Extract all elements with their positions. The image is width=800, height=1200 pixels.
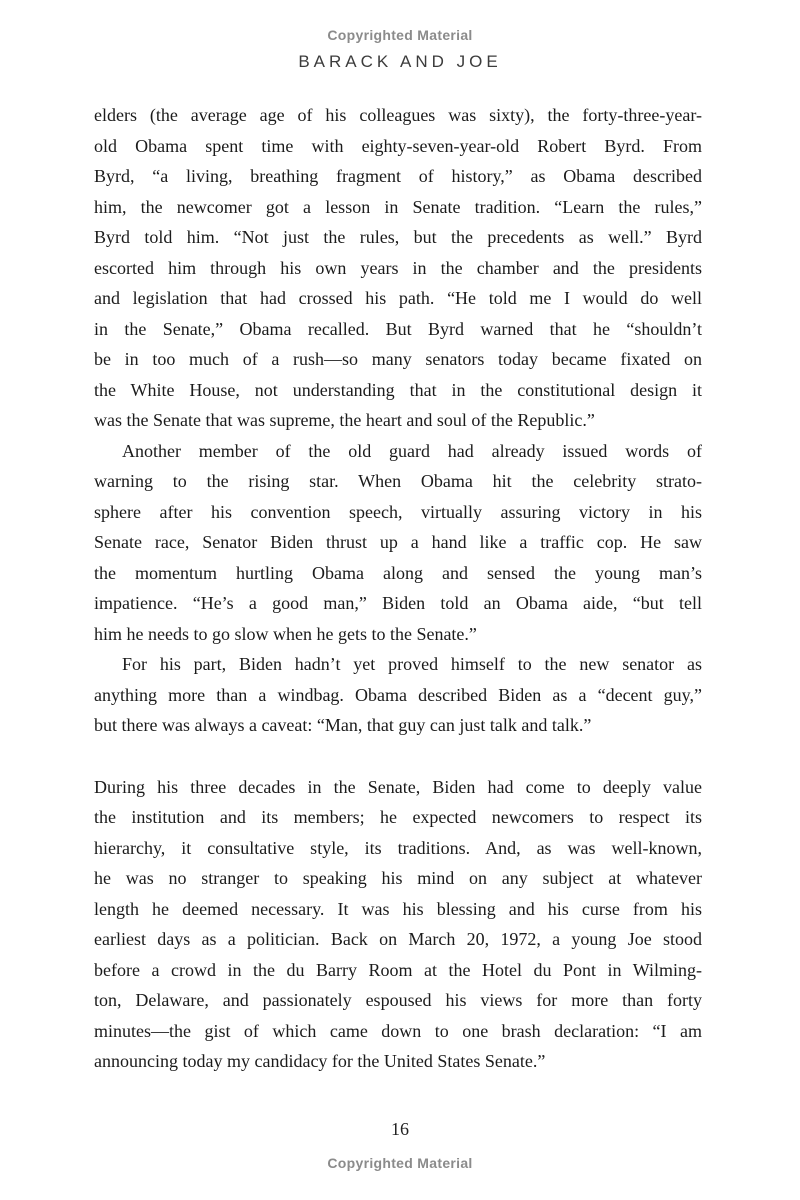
text-line: the institution and its members; he expected newcomers to respect its xyxy=(94,807,702,827)
text-line: hierarchy, it consultative style, its traditions. And, as was well-known, xyxy=(94,837,702,858)
text-line: Byrd told him. “Not just the rules, but the precedents as well.” Byrd xyxy=(94,227,702,247)
text-line: sphere after his convention speech, virtually assuring victory in his xyxy=(94,501,702,522)
paragraph xyxy=(94,436,702,650)
paragraph xyxy=(94,100,702,436)
running-head: BARACK AND JOE xyxy=(298,52,502,71)
text-line: be in too much of a rush—so many senators today became fixated on xyxy=(94,349,702,369)
text-line: the momentum hurtling Obama along and sensed the young man’s xyxy=(94,562,702,583)
text-line: the White House, not understanding that in the constitutional design it xyxy=(94,379,702,400)
text-line: Senate race, Senator Biden thrust up a hand like a traffic cop. He saw xyxy=(94,532,702,552)
page-number: 16 xyxy=(391,1119,409,1139)
paragraph xyxy=(94,772,702,1077)
paragraph xyxy=(94,649,702,741)
text-line: earliest days as a politician. Back on March 20, 1972, a young Joe stood xyxy=(94,929,702,949)
text-line: he was no stranger to speaking his mind on any subject at whatever xyxy=(94,868,702,888)
text-line: him he needs to go slow when he gets to the Senate.” xyxy=(94,623,477,644)
text-line: in the Senate,” Obama recalled. But Byrd warned that he “shouldn’t xyxy=(94,318,702,339)
text-line: old Obama spent time with eighty-seven-year-old Robert Byrd. From xyxy=(94,135,702,156)
text-line: escorted him through his own years in the chamber and the presidents xyxy=(94,257,702,278)
text-line: him, the newcomer got a lesson in Senate tradition. “Learn the rules,” xyxy=(94,196,702,217)
text-line: minutes—the gist of which came down to one brash declaration: “I am xyxy=(94,1020,702,1041)
body-text xyxy=(94,100,702,1077)
text-line: During his three decades in the Senate, Biden had come to deeply value xyxy=(94,776,702,797)
text-line: but there was always a caveat: “Man, that guy can just talk and talk.” xyxy=(94,715,592,735)
text-line: warning to the rising star. When Obama hit the celebrity strato- xyxy=(94,471,702,491)
text-line: ton, Delaware, and passionately espoused his views for more than forty xyxy=(94,990,702,1010)
text-line: length he deemed necessary. It was his blessing and his curse from his xyxy=(94,898,702,919)
text-line: impatience. “He’s a good man,” Biden told an Obama aide, “but tell xyxy=(94,593,702,613)
text-line: and legislation that had crossed his path. “He told me I would do well xyxy=(94,288,702,308)
text-line: was the Senate that was supreme, the heart and soul of the Republic.” xyxy=(94,410,595,430)
text-line: Another member of the old guard had already issued words of xyxy=(122,440,702,461)
text-line: elders (the average age of his colleagues was sixty), the forty-three-year- xyxy=(94,105,702,125)
text-line: For his part, Biden hadn’t yet proved himself to the new senator as xyxy=(122,654,702,674)
text-line: anything more than a windbag. Obama described Biden as a “decent guy,” xyxy=(94,684,702,705)
copyright-notice-top: Copyrighted Material xyxy=(327,27,473,43)
text-line: before a crowd in the du Barry Room at the Hotel du Pont in Wilming- xyxy=(94,959,702,980)
copyright-notice-bottom: Copyrighted Material xyxy=(327,1155,473,1171)
text-line: announcing today my candidacy for the United States Senate.” xyxy=(94,1051,546,1071)
text-line: Byrd, “a living, breathing fragment of history,” as Obama described xyxy=(94,166,702,186)
